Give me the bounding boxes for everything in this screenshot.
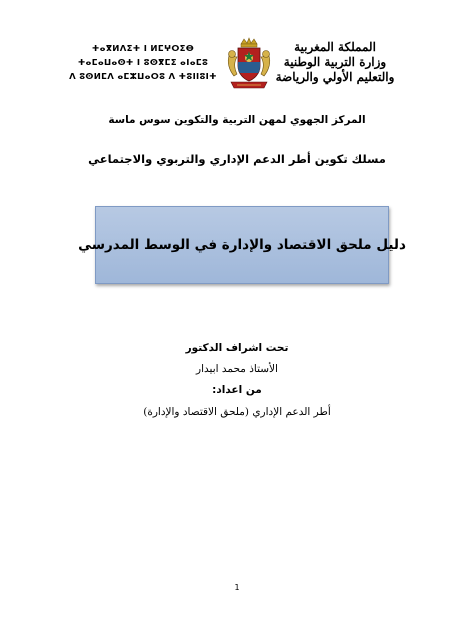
tifinagh-line-1: ⵜⴰⴳⵍⴷⵉⵜ ⵏ ⵍⵎⵖⵔⵉⴱ (91, 44, 195, 54)
page-number: 1 (234, 583, 240, 592)
supervisor-name: الأستاذ محمد ابيدار (196, 363, 278, 375)
tifinagh-header (68, 42, 218, 84)
prepared-by-label: من اعداد: (212, 384, 262, 396)
document-title-box (78, 206, 406, 284)
track-name: مسلك تكوين أطر الدعم الإداري والتربوي والاجتماعي (88, 152, 386, 166)
center-name: المركز الجهوي لمهن التربية والتكوين سوس ماسة (108, 114, 366, 126)
ministry-header (272, 40, 398, 85)
ministry-line-1: المملكة المغربية (294, 40, 376, 54)
tifinagh-line-2: ⵜⴰⵎⴰⵡⴰⵙⵜ ⵏ ⵓⵙⴳⵎⵉ ⴰⵏⴰⵎⵓ (77, 58, 209, 68)
ministry-line-3: والتعليم الأولي والرياضة (275, 70, 395, 84)
supervision-label: تحت اشراف الدكتور (185, 342, 289, 354)
tifinagh-line-3: ⴷ ⵓⵙⵍⵎⴷ ⴰⵎⵣⵡⴰⵔⵓ ⴷ ⵜⵓⵏⵏⵓⵏⵜ (69, 72, 217, 82)
preparer-name: أطر الدعم الإداري (ملحق الاقتصاد والإدارة) (143, 406, 331, 418)
ministry-line-2: وزارة التربية الوطنية (283, 55, 387, 69)
document-title: دليل ملحق الاقتصاد والإدارة في الوسط المدرسي (78, 237, 406, 253)
coat-of-arms-icon (225, 36, 273, 92)
